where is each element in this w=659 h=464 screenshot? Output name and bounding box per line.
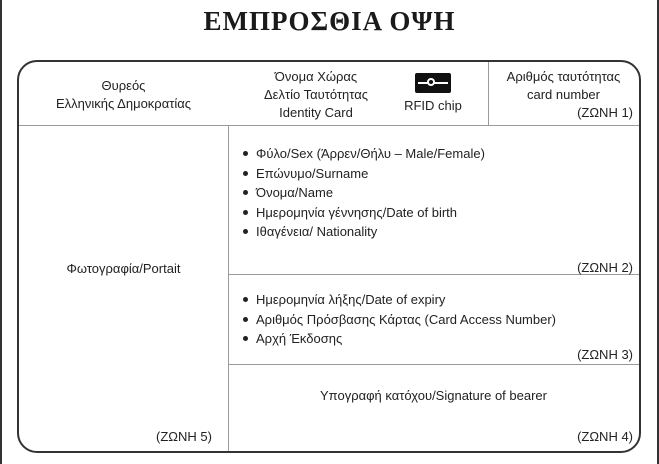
coat-of-arms-line2: Ελληνικής Δημοκρατίας [55,96,192,111]
list-item: Όνομα/Name [243,183,485,203]
zone4-label: (ΖΩΝΗ 4) [577,429,633,444]
zone1-label: (ΖΩΝΗ 1) [577,105,633,120]
page-title: ΕΜΠΡΟΣΘΙΑ ΟΨΗ [203,6,456,36]
card-number-english: card number [527,87,600,102]
zone2-label: (ΖΩΝΗ 2) [577,260,633,275]
list-item: Αρχή Έκδοσης [243,329,556,349]
list-item: Φύλο/Sex (Άρρεν/Θήλυ – Male/Female) [243,144,485,164]
id-card-front [17,60,641,453]
photo-label: Φωτογραφία/Portait [66,261,181,276]
coat-of-arms-line1: Θυρεός [101,78,146,93]
rfid-chip-label: RFID chip [404,98,462,113]
zone3-divider [228,364,639,365]
zone3-field-list [243,290,556,349]
zone3-label: (ΖΩΝΗ 3) [577,347,633,362]
zone5-label: (ΖΩΝΗ 5) [156,429,212,444]
coat-of-arms-label [19,77,228,113]
list-item: Αριθμός Πρόσβασης Κάρτας (Card Access Number) [243,310,556,330]
card-type-english: Identity Card [279,105,353,120]
country-name-label: Όνομα Χώρας [274,69,358,84]
list-item: Ημερομηνία γέννησης/Date of birth [243,203,485,223]
card-type-greek: Δελτίο Ταυτότητας [263,87,369,102]
list-item: Ημερομηνία λήξης/Date of expiry [243,290,556,310]
card-number-greek: Αριθμός ταυτότητας [506,69,621,84]
list-item: Ιθαγένεια/ Nationality [243,222,485,242]
card-number-label [488,68,639,104]
header-divider [19,125,639,126]
country-card-label [228,68,404,122]
rfid-chip-icon [415,73,451,93]
zone2-field-list [243,144,485,242]
list-item: Επώνυμο/Surname [243,164,485,184]
frame-left-edge [0,0,2,464]
signature-label: Υπογραφή κατόχου/Signature of bearer [320,388,547,403]
